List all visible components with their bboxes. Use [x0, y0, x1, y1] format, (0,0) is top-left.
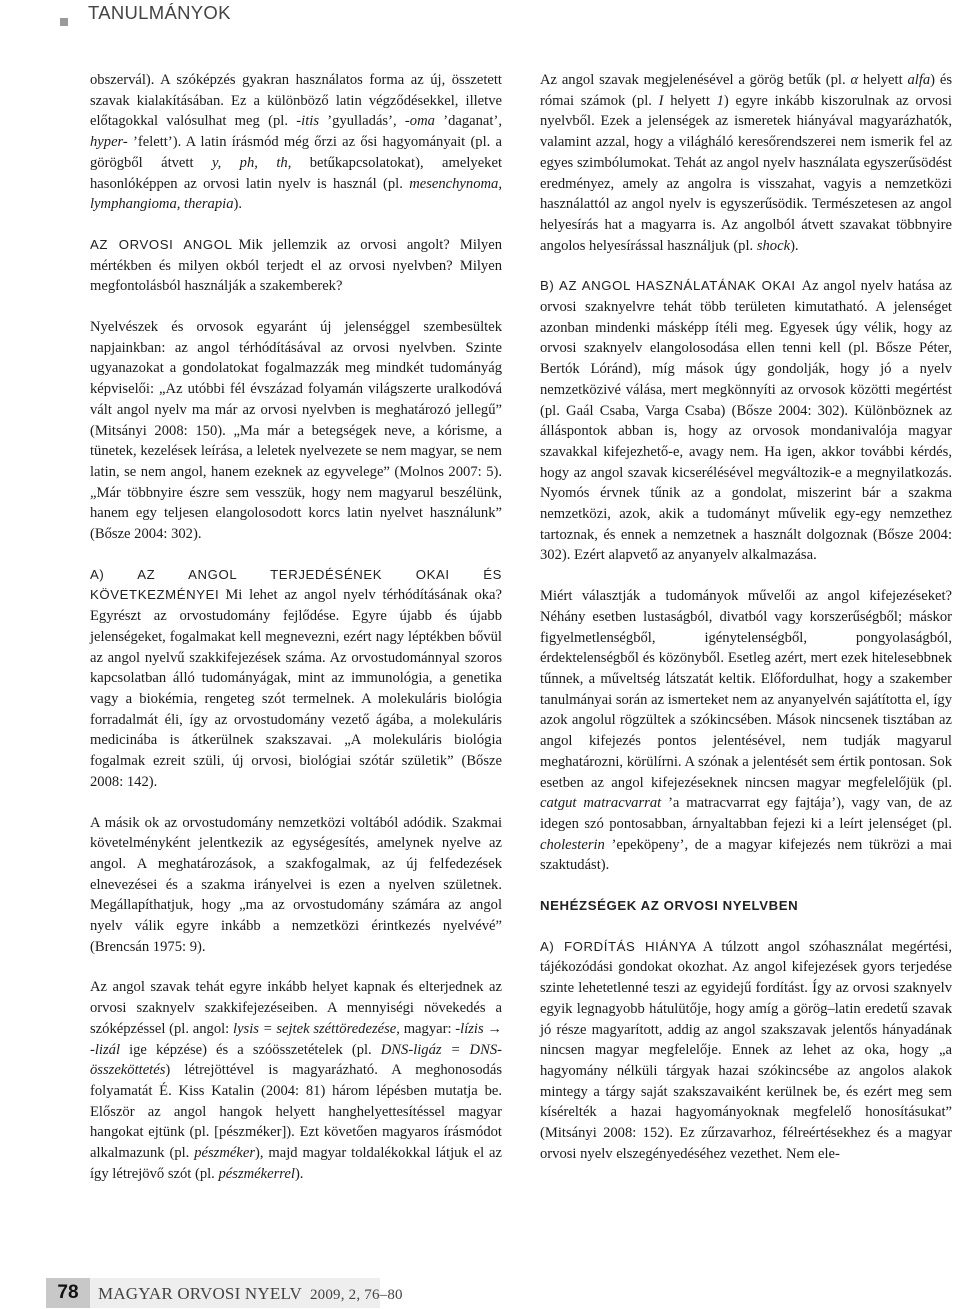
subsection-heading: B) AZ ANGOL HASZNÁLATÁNAK OKAI	[540, 278, 796, 294]
text-run: ).	[294, 1165, 304, 1182]
subsection-heading: A) AZ ANGOL TERJEDÉSÉNEK OKAI ÉS KÖVETKEZMÉNYEI	[90, 566, 502, 603]
italic-term: alfa	[907, 72, 931, 88]
italic-term: pészmékerrel	[218, 1165, 295, 1182]
italic-term: α	[850, 72, 859, 88]
text-run: ) egyre inkább kiszorulnak az orvosi nyelvből. Ezek a jelenségek az ismeretek hiányával magyarázhatók, valamint azzal, hogy a világháló keresőrendszerei nem ismerik fel az egyes szimbólumokat. Tehát az angol nyelv használata egyszerűsödést eredményez, amely az angolra is visszahat, vagyis a nemzetközi használattól az angol nyelv is egyszerűsödik. Természetesen az angol helyesírás hat a magyarra is. Az angolból átvett szavakat többnyire angolos helyesírással használjuk (pl.	[540, 92, 952, 254]
subsection-text: Mi lehet az angol nyelv térhódításának oka? Egyrészt az orvostudomány fejlődése. Egyre újabb és újabb jelenségeket, fogalmakat kell megnevezni, ezért nagy léptékben bővül az angol nyelvű szakkifejezések száma. Az orvostudománnyal szoros kapcsolatban álló tudományágak, mint az immunológia, a genetika vagy a biokémia, rengeteg szót termelnek. A molekuláris biológia forradalmát éli, így az orvostudomány vezető ágába, a molekuláris medicinába is átkerülnek szakszavai. „A molekuláris biológia fogalmak ezreit szüli, új orvosi, biológiai szótár születik” (Bősze 2008: 142).	[90, 587, 502, 790]
italic-term: I	[658, 92, 664, 109]
text-run: ) létrejöttével is magyarázható. A meghonosodás folyamatát É. Kiss Katalin (2004: 81) három lépésben mutatja be. Először az angol hangok helyett hanghelyettesítéssel magyar hangokat ejtünk (pl. [pészméker]). Ezt követően magyaros írásmódot alkalmazunk (pl.	[90, 1062, 502, 1162]
header-square-icon	[60, 18, 68, 26]
subsection	[540, 276, 952, 566]
section-heading: NEHÉZSÉGEK AZ ORVOSI NYELVBEN	[540, 898, 799, 914]
text-run: ), majd magyar toldalékokkal látjuk el az így létrejövő szót (pl.	[90, 1145, 502, 1182]
italic-term: lysis = sejtek széttöredezése	[233, 1020, 397, 1037]
text-run: Az angol szavak megjelenésével a görög betűk (pl.	[540, 72, 851, 88]
subsection	[540, 937, 952, 1165]
text-run: helyett	[858, 72, 908, 88]
italic-term: -lízis → -lizál	[90, 1020, 503, 1058]
text-run: ’a matracvarrat egy fajtája’), vagy van, de az idegen szó pontosabban, árnyaltabban fejezi ki a leírt jelenséget (pl.	[540, 795, 952, 832]
italic-term: DNS-ligáz = DNS-összeköttetés	[90, 1041, 502, 1079]
left-column	[90, 70, 502, 1204]
italic-term: cholesterin	[540, 836, 605, 853]
italic-term: y, ph, th	[211, 154, 288, 171]
paragraph	[90, 977, 502, 1184]
subsection-text: Az angol nyelv hatása az orvosi szaknyelvre tehát több területen kimutatható. A jelenséget azonban mindenki másképp ítéli meg. Egyesek úgy vélik, hogy az orvosi szaknyelv elangolosodása ellen tenni kell (pl. Bősze Péter, Bertók Lóránd), míg mások úgy gondolják, hogy jó a nyelv nemzetközivé válása, mert megkönnyíti az orvosok közötti megértést (pl. Gaál Csaba, Varga Csaba) (Bősze 2004: 302). Különböznek az álláspontok abban is, hogy az orvosok mondanivalója magyar szavakkal kifejezhető-e, avagy nem. Ha igen, akkor további kérdés, hogy az angol szavak kicserélésével megváltozik-e a megnyilatkozás. Nyomós érvnek tűnik az a gondolat, miszerint bár a szakma nemzetközi, azok, akik a tudományt művelik egy-egy nemzethez tartoznak, és ennek a nemzetnek a használt dolgoznak (Bősze 2004: 302). Ezért alapvető az anyanyelv alkalmazása.	[540, 278, 952, 564]
subsection-heading: A) FORDÍTÁS HIÁNYA	[540, 938, 697, 954]
italic-term: -oma	[404, 113, 435, 130]
text-run: obszervál). A szóképzés gyakran használatos forma az új, összetett szavak kialakításában. Ez a különböző latin végződésekkel, illetve előtagokkal valósulhat meg (pl.	[90, 72, 502, 130]
running-header	[0, 0, 960, 40]
text-run: ) és római számok (pl.	[540, 72, 953, 109]
journal-citation	[98, 1284, 403, 1304]
text-run: ).	[790, 237, 799, 254]
section-title: TANULMÁNYOK	[88, 2, 231, 23]
italic-term: shock	[756, 237, 791, 254]
italic-term: 1	[716, 92, 724, 109]
paragraph: A másik ok az orvostudomány nemzetközi voltából adódik. Szakmai követelményként jelentkezik az egységesítés, amelynek nyelve az angol. A meghatározások, a szakfogalmak, az új felfedezések elnevezései és a szakma irányelvei is ezen a nyelven születnek. Megállapíthatjuk, hogy „ma az orvostudomány számára az angol nyelv válik egyre inkább a nemzetközi érintkezés nyelvévé” (Brencsán 1975: 9).	[90, 814, 502, 955]
italic-term: catgut matracvarrat	[540, 795, 662, 812]
italic-term: pészméker	[194, 1145, 256, 1162]
italic-term: mesenchynoma, lymphangioma, therapia	[90, 175, 502, 213]
italic-term: hyper-	[90, 134, 128, 151]
text-run: ’daganat’,	[434, 113, 502, 130]
text-run: , betűkapcsolatokat), amelyeket hasonlóképpen az orvosi latin nyelv is használ (pl.	[90, 154, 502, 192]
paragraph: Nyelvészek és orvosok egyaránt új jelenséggel szembesültek napjainkban: az angol térhódításával az orvosi nyelvben. Szinte ugyanazokat a gondolatokat fogalmazzák meg mindkét tudományág képviselői: „Az utóbbi fél évszázad folyamán világszerte uralkodóvá vált angol nyelv ma már az orvosi nyelvben is meghatározó jellegű” (Mitsányi 2008: 150). „Ma már a betegségek neve, a kórisme, a tünetek, kezelések leírása, a leletek nyelvezete se nem magyar, se nem latin, se nem angol, hanem ezeknek az egyvelege” (Molnos 2007: 5). „Már többnyire észre sem vesszük, hogy nem magyarul beszélünk, hanem egy teljesen elangolosodott korcs latin nyelvet használunk” (Bősze 2004: 302).	[90, 319, 502, 543]
text-run: helyett	[663, 92, 717, 109]
text-run: , magyar:	[396, 1020, 456, 1037]
section-heading: AZ ORVOSI ANGOL	[90, 236, 233, 252]
subsection	[90, 565, 502, 793]
italic-term: -itis	[296, 113, 319, 130]
right-column	[540, 70, 952, 1164]
subsection-text: A túlzott angol szóhasználat megértési, tájékozódási gondokat okozhat. Az angol kifejezések gyors terjedése szinte lehetetlenné teszi az egyidejű fordítást. Így az orvosi szaknyelv egyik legnagyobb hátulütője, hogy amíg a görög–latin eredetű szavak jó része magyarított, addig az angol szakszavak jelentős hányadának nincsen magyar megfelelője. Ennek az lehet az oka, hogy „a hagyomány nélküli tárgyak hazai szókincsébe az angolos alakok mintegy a tárgy saját szakszavaiként kerülnek be, és ezért meg sem kísérelték a hazai hagyományoknak megfelelő honosításukat” (Mitsányi 2008: 152). Ez zűrzavarhoz, félreértésekhez és a magyar orvosi nyelv elszegényedéséhez vezethet. Nem ele-	[540, 938, 952, 1162]
text-run: Miért választják a tudományok művelői az angol kifejezéseket? Néhány esetben lustaságból, divatból vagy korszerűségből; máskor figyelmetlenségből, igénytelenségből, pongyolaságból, érdektelenségből és közönyből. Esetleg azért, mert ezek hitelesebbnek tűnnek, a műveltség látszatát keltik. Előfordulhat, hogy a szakember tanulmányai során az ismerteket nem az anyanyelvén sajátította el, így azok angolul rögzültek a szókincsében. Mások nincsenek tisztában az angol kifejezés pontos jelentésével, nem tudják magyarul meghatározni, körülírni. A szónak a jelentését sem értik pontosan. Sok esetben az angol kifejezéseknek nincsen magyar megfelelőjük (pl.	[540, 588, 952, 791]
text-run: ’gyulladás’,	[319, 113, 405, 130]
text-run: ’felett’). A latin írásmód még őrzi az ősi hagyományait (pl. a görögből átvett	[90, 134, 502, 171]
text-run: ige képzése) és a szóösszetételek (pl.	[120, 1041, 381, 1058]
journal-issue: 2009, 2, 76–80	[309, 1287, 403, 1303]
text-run: ’epeköpeny’, de a magyar kifejezés nem tükrözi a mai szaktudást).	[540, 836, 952, 874]
page-number: 78	[46, 1278, 90, 1308]
journal-name: MAGYAR ORVOSI NYELV	[98, 1284, 302, 1303]
paragraph	[90, 70, 502, 215]
paragraph	[540, 586, 952, 876]
text-run: Az angol szavak tehát egyre inkább helyet kapnak és elterjednek az orvosi szaknyelv szakkifejezéseiben. A mennyiségi növekedés a szóképzéssel (pl. angol:	[90, 979, 502, 1037]
text-run: ).	[233, 196, 243, 213]
page-footer	[0, 1272, 960, 1309]
section-text: Mik jellemzik az orvosi angolt? Milyen mértékben és milyen okból terjedt el az orvosi nyelvben? Milyen megfontolásból használják a szakemberek?	[90, 236, 502, 295]
section-intro	[90, 235, 502, 297]
paragraph	[540, 70, 952, 256]
